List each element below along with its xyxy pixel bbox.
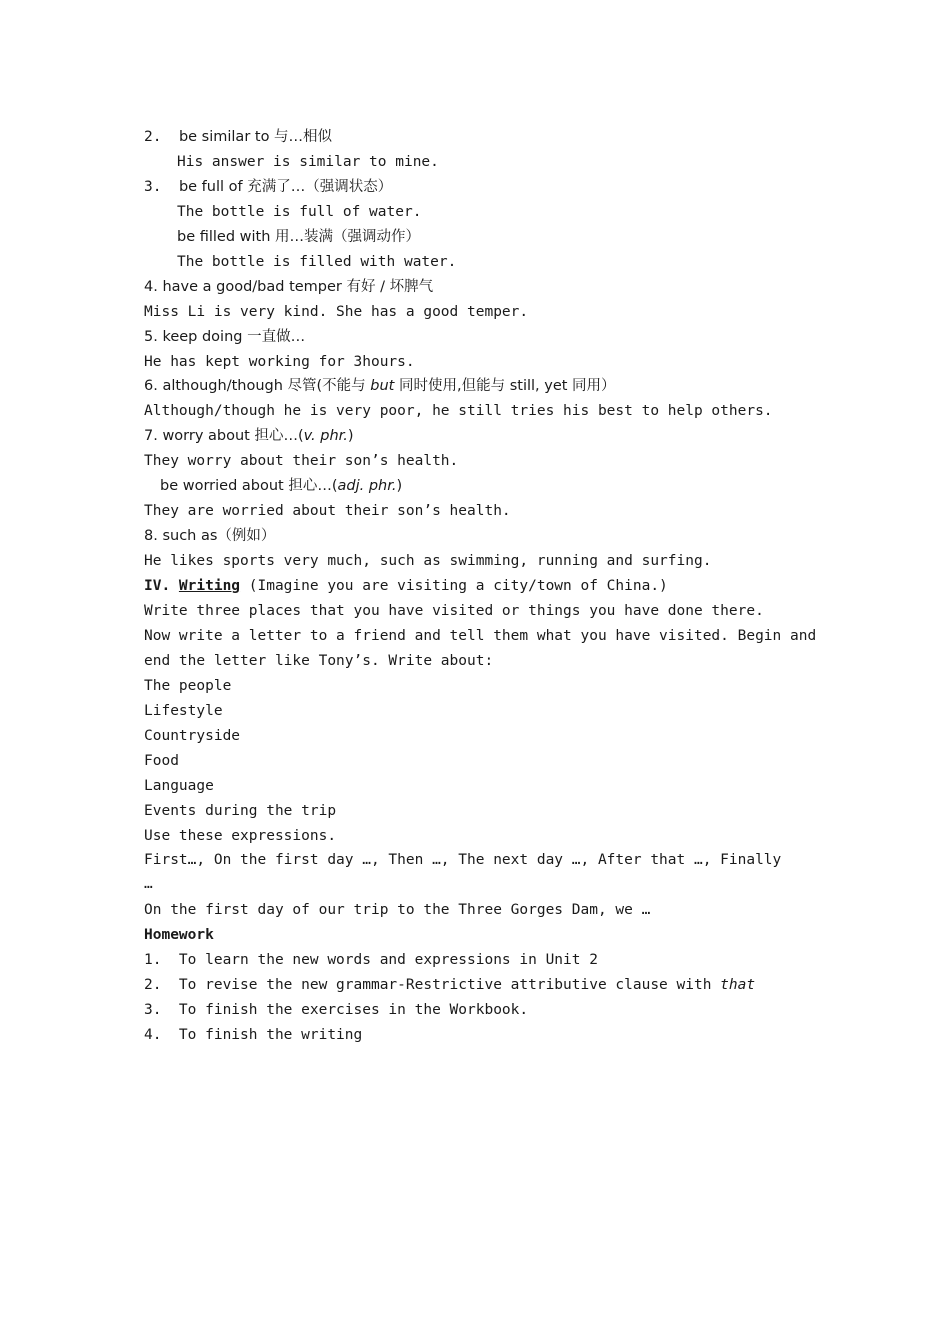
phrase-3b: be filled with 用…装满（强调动作） [177,229,421,245]
phrase-7-example: They worry about their son’s health. [144,453,459,469]
phrase-4: 4. have a good/bad temper 有好 / 坏脾气 [144,279,434,295]
homework-heading: Homework [144,927,214,943]
writing-line-4: Use these expressions. [144,828,337,844]
homework-item: 1. To learn the new words and expressions in Unit 2 [144,952,598,968]
phrase-5: 5. keep doing 一直做… [144,329,306,345]
topic-item: Food [144,753,179,769]
phrase-3b-example: The bottle is filled with water. [177,254,457,270]
phrase-6: 6. although/though 尽管(不能与 but 同时使用,但能与 still, yet 同用） [144,378,616,394]
phrase-8: 8. such as（例如） [144,528,276,544]
phrase-3: 3. be full of 充满了…（强调状态） [144,179,393,195]
phrase-7b-example: They are worried about their son’s health. [144,503,511,519]
writing-line-3: end the letter like Tony’s. Write about: [144,653,494,669]
phrase-5-example: He has kept working for 3hours. [144,354,415,370]
phrase-4-example: Miss Li is very kind. She has a good temper. [144,304,529,320]
topic-item: Countryside [144,728,241,744]
writing-line-2: Now write a letter to a friend and tell them what you have visited. Begin and [144,628,817,644]
homework-item: 2. To revise the new grammar-Restrictive attributive clause with that [144,977,756,993]
expressions-continuation: … [144,876,153,892]
phrase-2-example: His answer is similar to mine. [177,154,439,170]
topic-item: Language [144,778,214,794]
writing-line-1: Write three places that you have visited or things you have done there. [144,603,764,619]
expressions-line: First…, On the first day …, Then …, The next day …, After that …, Finally [144,852,782,868]
topic-item: The people [144,678,232,694]
writing-starter: On the first day of our trip to the Three Gorges Dam, we … [144,902,651,918]
phrase-8-example: He likes sports very much, such as swimming, running and surfing. [144,553,712,569]
writing-heading: IV. Writing (Imagine you are visiting a city/town of China.) [144,578,668,594]
homework-item: 4. To finish the writing [144,1027,363,1043]
topic-item: Lifestyle [144,703,223,719]
homework-item: 3. To finish the exercises in the Workbook. [144,1002,529,1018]
phrase-6-example: Although/though he is very poor, he still tries his best to help others. [144,403,773,419]
phrase-3-example: The bottle is full of water. [177,204,422,220]
topic-item: Events during the trip [144,803,337,819]
phrase-2: 2. be similar to 与…相似 [144,129,333,145]
phrase-7: 7. worry about 担心…(v. phr.) [144,428,354,444]
phrase-7b: be worried about 担心…(adj. phr.) [160,478,403,494]
